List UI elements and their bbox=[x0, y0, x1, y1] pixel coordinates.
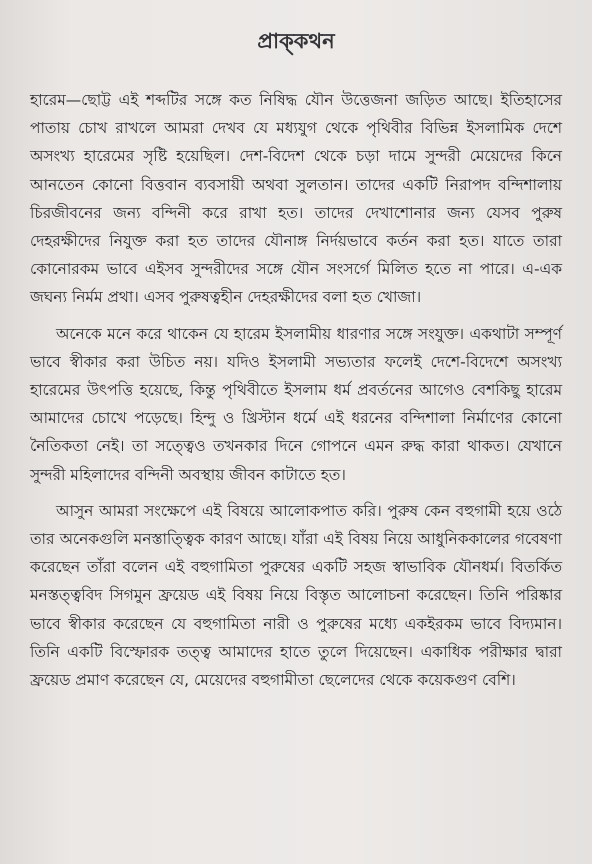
paragraph-2: অনেকে মনে করে থাকেন যে হারেম ইসলামীয় ধারণার সঙ্গে সংযুক্ত। একথাটা সম্পূর্ণ ভাবে স্বীকার করা উচিত নয়। যদিও ইসলামী সভ্যতার ফলেই দেশে-বিদেশে অসংখ্য হারেমের উৎপত্তি হয়েছে, কিন্তু পৃথিবীতে ইসলাম ধর্ম প্রবর্তনের আগেও বেশকিছু হারেম আমাদের চোখে পড়েছে। হিন্দু ও খ্রিস্টান ধর্মে এই ধরনের বন্দিশালা নির্মাণের কোনো নৈতিকতা নেই। তা সত্ত্বেও তখনকার দিনে গোপনে এমন রুদ্ধ কারা থাকত। যেখানে সুন্দরী মহিলাদের বন্দিনী অবস্থায় জীবন কাটাতে হত। bbox=[30, 324, 562, 484]
body-text bbox=[30, 86, 562, 694]
chapter-title: প্রাক্‌কথন bbox=[257, 29, 335, 53]
paragraph-3: আসুন আমরা সংক্ষেপে এই বিষয়ে আলোকপাত করি। পুরুষ কেন বহুগামী হয়ে ওঠে তার অনেকগুলি মনস্তাত্ত্বিক কারণ আছে। যাঁরা এই বিষয় নিয়ে আধুনিককালের গবেষণা করেছেন তাঁরা বলেন এই বহুগামিতা পুরুষের একটি সহজ স্বাভাবিক যৌনধর্ম। বিতর্কিত মনস্তত্ত্ববিদ সিগমুন ফ্রয়েড এই বিষয় নিয়ে বিস্তৃত আলোচনা করেছেন। তিনি পরিষ্কার ভাবে স্বীকার করেছেন যে বহুগামিতা নারী ও পুরুষের মধ্যে একইরকম ভাবে বিদ্যমান। তিনি একটি বিস্ফোরক তত্ত্ব আমাদের হাতে তুলে দিয়েছেন। একাধিক পরীক্ষার দ্বারা ফ্রয়েড প্রমাণ করেছেন যে, মেয়েদের বহুগামীতা ছেলেদের থেকে কয়েকগুণ বেশি। bbox=[30, 501, 562, 690]
paragraph-1: হারেম—ছোট্ট এই শব্দটির সঙ্গে কত নিষিদ্ধ যৌন উত্তেজনা জড়িত আছে। ইতিহাসের পাতায় চোখ রাখলে আমরা দেখব যে মধ্যযুগ থেকে পৃথিবীর বিভিন্ন ইসলামিক দেশে অসংখ্য হারেমের সৃষ্টি হয়েছিল। দেশ-বিদেশ থেকে চড়া দামে সুন্দরী মেয়েদের কিনে আনতেন কোনো বিত্তবান ব্যবসায়ী অথবা সুলতান। তাদের একটি নিরাপদ বন্দিশালায় চিরজীবনের জন্য বন্দিনী করে রাখা হত। তাদের দেখাশোনার জন্য যেসব পুরুষ দেহরক্ষীদের নিযুক্ত করা হত তাদের যৌনাঙ্গ নির্দয়ভাবে কর্তন করা হত। যাতে তারা কোনোরকম ভাবে এইসব সুন্দরীদের সঙ্গে যৌন সংসর্গে মিলিত হতে না পারে। এ-এক জঘন্য নির্মম প্রথা। এসব পুরুষত্বহীন দেহরক্ষীদের বলা হত খোজা। bbox=[30, 91, 562, 307]
